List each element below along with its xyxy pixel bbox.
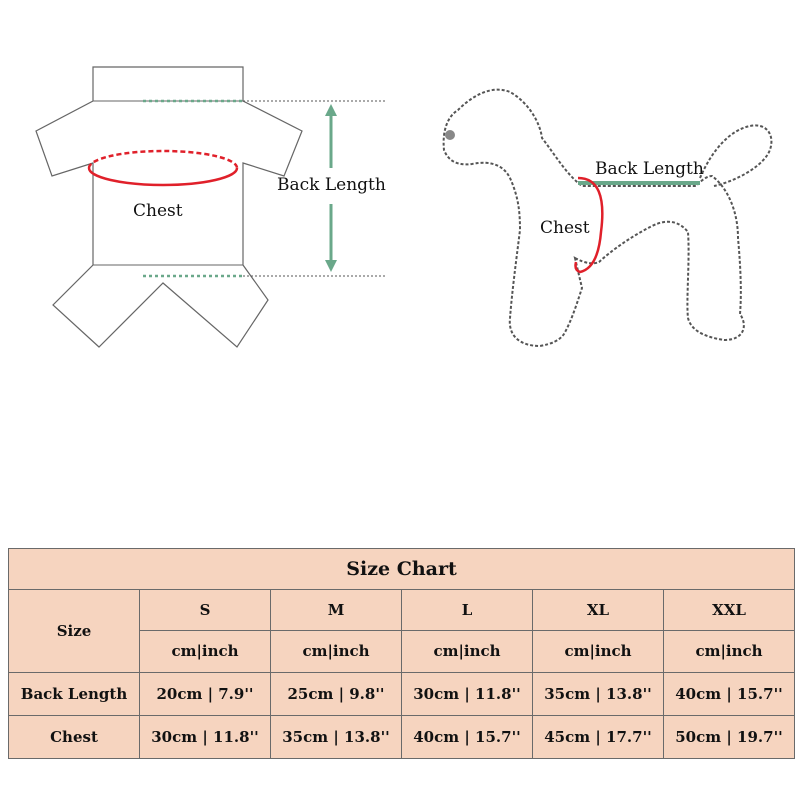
size-header: Size xyxy=(9,590,140,672)
chest-m: 35cm | 13.8'' xyxy=(271,715,402,758)
back-length-arrow-top xyxy=(325,104,337,168)
chest-ellipse-front xyxy=(89,168,237,185)
dog-chest-label: Chest xyxy=(540,218,590,238)
dog-nose-icon xyxy=(445,130,455,140)
back-length-xl: 35cm | 13.8'' xyxy=(533,672,664,715)
unit-label: cm|inch xyxy=(402,631,533,672)
chest-ellipse-back xyxy=(89,151,237,168)
size-xxl: XXL xyxy=(664,590,795,631)
chest-l: 40cm | 15.7'' xyxy=(402,715,533,758)
dog-diagram xyxy=(444,90,772,346)
size-chart-table xyxy=(8,548,795,759)
dog-back-length-label: Back Length xyxy=(595,159,704,179)
unit-label: cm|inch xyxy=(533,631,664,672)
chest-s: 30cm | 11.8'' xyxy=(140,715,271,758)
unit-label: cm|inch xyxy=(140,631,271,672)
dog-outline xyxy=(444,90,744,346)
size-xl: XL xyxy=(533,590,664,631)
back-length-row-label: Back Length xyxy=(9,672,140,715)
back-length-l: 30cm | 11.8'' xyxy=(402,672,533,715)
back-length-arrow-bottom xyxy=(325,204,337,272)
size-s: S xyxy=(140,590,271,631)
size-chart-title: Size Chart xyxy=(9,549,795,590)
unit-label: cm|inch xyxy=(664,631,795,672)
back-length-m: 25cm | 9.8'' xyxy=(271,672,402,715)
unit-label: cm|inch xyxy=(271,631,402,672)
back-length-xxl: 40cm | 15.7'' xyxy=(664,672,795,715)
chest-row-label: Chest xyxy=(9,715,140,758)
size-m: M xyxy=(271,590,402,631)
size-l: L xyxy=(402,590,533,631)
chest-xxl: 50cm | 19.7'' xyxy=(664,715,795,758)
garment-back-length-label: Back Length xyxy=(277,175,386,195)
garment-chest-label: Chest xyxy=(133,201,183,221)
chest-xl: 45cm | 17.7'' xyxy=(533,715,664,758)
garment-diagram xyxy=(36,67,386,347)
back-length-s: 20cm | 7.9'' xyxy=(140,672,271,715)
